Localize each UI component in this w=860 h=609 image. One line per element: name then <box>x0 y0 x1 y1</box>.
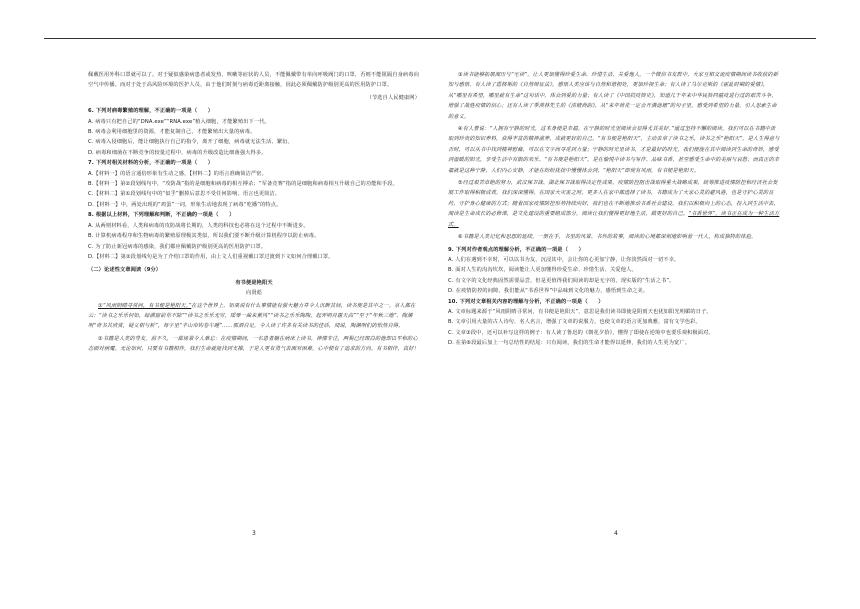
essay-paragraph-4: ④有人曾说：“人拥有宁静的时光，这本身便是幸福。在宁静的时光里阅读会显得尤其美好。”通过坚持不懈的阅读，我们可以在书籍中汲取到珍贵的知识养料，获得丰富的精神滋养，成就更好的自己。“有书便是艳阳天”，主动去拿了读书之乐，读书之乐“艳阳天”，是人生得意与否时，可以从书中找到精神慰藉，可以在文字间寻觅到力量；宁静的时光里读书，才是最好的时光，我们便能在其中阅读到生命的奇妙，感受到温暖的阳光，享受生活中有限的欢乐。“有书便是艳阳天”，是在愉悦中读书与写作、品味书香，甚至感受生命中的美丽与哀愁；而真正的幸福就是这种宁静，人们内心安静，才能在纷纷扰扰中慢慢体会到，“艳阳天”即使有风雨，有书便是艳阳天。 <box>448 126 780 174</box>
essay-paragraph-2: ②书籍是人类的导友。前不久，一幕场景令人难忘：在疫情期间，一名患者躺在病床上读书，神情专注，两鬓已经斑白的他却以平和的心态面对病魔。无论如何，只要有书籍相伴，我们生命就能找到支撑，于是人更有勇气去面对困难，心中便有了追求的方向。有书相伴，真好！ <box>88 335 419 353</box>
essay-paragraph-5 <box>448 178 780 230</box>
question-10-option: B. 文章引用大量的古人诗句、名人名言，增强了文章的说服力，也使文章的语言更加典雅，富有文学色彩。 <box>448 319 701 326</box>
question-8-option: B. 计算机病毒程序和生物病毒的繁殖原理极其类似，所以我们要不断升级计算机程序以防止病毒。 <box>88 233 320 240</box>
question-9-option: C. 有文字的文化经典固然需要品尝，但是更值得我们阅读的却是无字的、现实版的“生活之书”。 <box>448 277 675 284</box>
essay-author: 向贤彪 <box>245 290 262 297</box>
question-7-option: D.【材料一】中，两处出现的“鸡蛋”一词，形象生动地表现了病毒“吃播”的特点。 <box>88 201 282 208</box>
underlined-quote: ①“风雨阴晴寻常问，有书便是艳阳天。” <box>98 302 192 309</box>
paragraph-text: 在这个世界上，如果说有什么事情能有强大魅力并令人沉醉其间，读书便是其中之一。京人都在云：“读书之乐乐何如，绿满窗前草不除”“读书之乐乐无穷，瑶琴一曲来薰风”“读书之乐乐陶陶，起弄明月霜天高”“至于“年秋三地”、陶渊明“奇书共欣赏，疑义相与析”，每字里“半山帘钩卷午睡”……那洒自足，令人读了许多有关读书的佳话，闻说，陶渊明们的怡然自得。 <box>88 302 416 330</box>
question-6-stem: 6. 下列对病毒繁殖的理解，不正确的一项是（ ） <box>88 108 214 115</box>
right-page <box>448 70 780 349</box>
question-9-option: D. 在疫情防控的间隙，我们能从“书香世界”中品味到文化的魅力，感悟到生命之美。 <box>448 288 649 295</box>
essay-title: 有书便是艳阳天 <box>235 279 273 286</box>
essay-paragraph-1 <box>88 301 420 332</box>
intro-paragraph: 佩戴医用外科口罩就可以了。对于疑似感染病患者或发热、咳嗽等症状的人员，不能佩戴带有单向呼吸阀门的口罩，否则不能阻隔自身病毒向空气中传播。而对于处于高风险环境的医护人员，由于他们时刻与病毒近距离接触，因此必须佩戴防护级别更高的医用防护口罩。 <box>88 72 419 89</box>
question-8-option: D.【材料二】第②段划线句是为了介绍口罩的作用，由上文人们重视戴口罩过渡到下文如何合理戴口罩。 <box>88 253 334 260</box>
question-6-option: C. 病毒入侵细胞后，能让细胞执行自己的指令，离开了细胞，病毒就无法生活、繁衍。 <box>88 139 293 146</box>
question-9-stem: 9. 下列对作者观点的理解分析，不正确的一项是（ ） <box>448 246 584 253</box>
question-7-option: B.【材料一】第②段划线句中，“攻防战”指的是细胞和病毒的相互搏杀；“军备竞赛”指的是细胞和病毒相互升级自己的功能和手段。 <box>88 181 398 188</box>
section-heading: （二）论述性文章阅读（9分） <box>88 267 162 274</box>
underlined-sentence: “书香世界”，读书正在成为一种生活方式。 <box>448 211 780 228</box>
question-8-stem: 8. 根据以上材料，下列理解和判断，不正确的一项是（ ） <box>88 212 235 219</box>
question-7-option: C.【材料二】第①段划线句中的“似乎”删掉后意思不受任何影响，语言也更简洁。 <box>88 191 281 198</box>
question-8-option: C. 为了防止新冠病毒的感染，我们都应佩戴防护级别更高的医用防护口罩。 <box>88 243 267 250</box>
question-6-option: D. 病毒和细菌在不断竞争的较量过程中，病毒的升级改造比细菌强大得多。 <box>88 149 267 156</box>
question-10-option: A. 文章标题来源于“风雨阴晴寻常问，有书便是艳阳天”，意思是我们读书即使是阴雨天也犹如阳光明媚的日子。 <box>448 308 712 315</box>
question-9-option: A. 人们在遇到不幸时，可以以书为友，沉浸其中，会让你的心更加宁静，让你淡然面对一切不幸。 <box>448 256 680 263</box>
paragraph-text: ⑤经过艰苦卓绝的努力，武汉保卫战、湖北保卫战取得决定性成果，疫情防控阻击战取得重大战略成果，统筹推进疫情防控和经济社会发展工作取得积极成效。我们深深懂得，在国家大灾害之时，更多人在家中都选择了读书，书籍成为了大家心灵的避风港，也是守护心灵的良药，守护身心健康的方式；随着国家疫情防控形势持续向好，我们也在不断地推动书香社会建设。我们以积极向上的心态，投入到生活中去，阅读是生命成长的必修课，是文化建设的重要组成部分，阅读让我们懂得更好地生活，做更好的自己。 <box>448 180 779 218</box>
question-8-option: A. 从两则材料看，人类和病毒的攻防战将长期的，人类的科技也必将在这个过程中不断进步。 <box>88 222 309 229</box>
page-number-left: 3 <box>252 530 256 537</box>
top-border-line <box>44 38 816 39</box>
essay-paragraph-3: ③读书能够拓展阅历与“宅读”，让人更加懂得珍爱生命、珍惜生活、关爱他人。一个微信书友群中，大家互相交流疫情期间读书收获的新知与感悟。有人读了恩格斯的《自然辩证法》，感悟人类应该与自然和谐相处，更加珍视生命；有人读了马尔克斯的《霍乱时期的爱情》，从“哪里有希望，哪里就有生命”这句话中，体会到爱的力量；有人读了《中国抗疫简史》，知道几千年来中华民族同瘟疫进行过的艰苦斗争，增强了战胜疫情的信心；还有人读了季羡林先生的《清塘荷韵》，从“来年荷花一定会开满池塘”的句子里，感受到希望的力量，引人思索生命的意义。 <box>448 72 779 120</box>
question-7-option: A.【材料一】的语言通俗形象有生动之感，【材料二】的语言准确简洁严密。 <box>88 170 267 177</box>
page-number-right: 4 <box>614 530 618 537</box>
question-6-option: A. 病毒只有把自己的“DNA.exe”“RNA.exe”植入细胞，才能繁殖出下一代。 <box>88 118 270 125</box>
question-6-option: B. 病毒会利用细胞里的资源，才能复制自己，才能繁殖出大量的病毒。 <box>88 129 256 136</box>
question-9-option: B. 面对人生的沟沟坎坎，阅读能让人更加懂得珍爱生命、珍惜生活、关爱他人。 <box>448 267 637 274</box>
question-10-option: D. 在第⑥段最后加上一句总结性的结尾：只有阅读，我们的生命才能得以延伸，我们的人生更为宽广。 <box>448 340 691 347</box>
question-10-stem: 10. 下列对文章相关内容的理解与分析，不正确的一项是（ ） <box>448 298 604 305</box>
left-page <box>88 70 420 357</box>
essay-paragraph-6: ⑥书籍是人类记忆和思想的延续，一册在手，书里的风景、书外的故事，阅读的心境都深刻地影响着一代人，构成独特的体验。 <box>458 234 757 241</box>
question-10-option: C. 文章③段中，还可以补写这样的例子：有人读了鲁迅的《朝花夕拾》，懂得了即使在逆境中也要乐观积极面对。 <box>448 329 714 336</box>
question-7-stem: 7. 下列对相关材料的分析，不正确的一项是（ ） <box>88 160 214 167</box>
source-citation: （节选自人民健康网） <box>366 94 420 101</box>
